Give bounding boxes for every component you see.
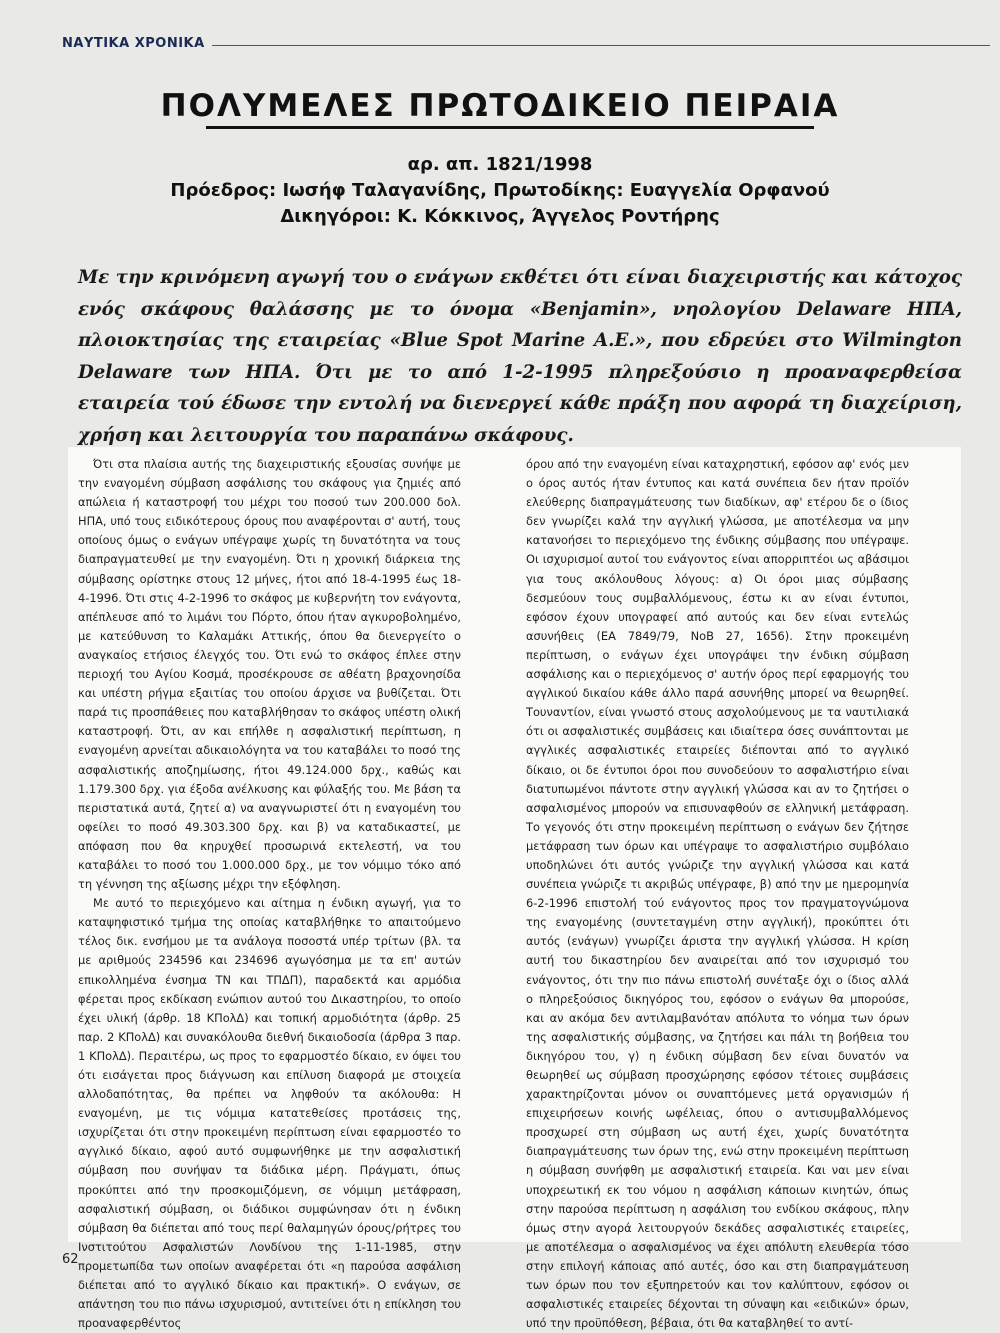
case-number: αρ. απ. 1821/1998 xyxy=(407,154,593,175)
left-paragraph-1: Ότι στα πλαίσια αυτής της διαχειριστικής εξουσίας συνήψε με την εναγομένη σύμβαση ασφάλισης του σκάφους για ζημιές από απώλεια ή καταστροφή του μέχρι του ποσού των 200.000 δολ. ΗΠΑ, υπό τους ειδικότερους όρους που αναφέρονται σ' αυτή, τους οποίους όμως ο ενάγων υπέγραψε χωρίς τη δυνατότητα να τους διαπραγματευθεί με την εναγομένη. Ότι η χρονική διάρκεια της σύμβασης ορίστηκε στους 12 μήνες, ήτοι από 18-4-1995 έως 18-4-1996. Ότι στις 4-2-1996 το σκάφος με κυβερνήτη τον ενάγοντα, απέπλευσε από το λιμάνι του Πόρτο, όπου ήταν αγκυροβολημένο, με κατεύθυνση το Καλαμάκι Αττικής, όπου θα διενεργείτο ο αναγκαίος ετήσιος έλεγχός του. Ότι ενώ το σκάφος έπλεε στην περιοχή του Αγίου Κοσμά, προσέκρουσε σε αθέατη βραχονησίδα και υπέστη ρήγμα εξαιτίας του οποίου άρχισε να βυθίζεται. Ότι παρά τις προσπάθειες που καταβλήθησαν το σκάφος υπέστη ολική καταστροφή. Ότι, αν και επήλθε η ασφαλιστική περίπτωση, η εναγομένη αρνείται αδικαιολόγητα να του καταβάλει το ποσό της ασφαλιστικής αποζημίωσης, ήτοι 49.124.000 δρχ., καθώς και 1.179.300 δρχ. για έξοδα ανέλκυσης και φύλαξής του. Με βάση τα περιστατικά αυτά, ζητεί α) να αναγνωριστεί ότι η εναγομένη του οφείλει το ποσό 49.303.300 δρχ. και β) να καταδικαστεί, με απόφαση που θα κηρυχθεί προσωρινά εκτελεστή, να του καταβάλει το ποσό του 1.000.000 δρχ., με τον νόμιμο τόκο από τη γέννηση της αξίωσης μέχρι την εξόφληση. xyxy=(78,457,461,892)
header-rule xyxy=(212,45,990,46)
page-number: 62 xyxy=(62,1252,79,1267)
lawyers-line: Δικηγόροι: Κ. Κόκκινος, Άγγελος Ροντήρης xyxy=(280,206,720,227)
left-paragraph-2: Με αυτό το περιεχόμενο και αίτημα η ένδικη αγωγή, για το καταψηφιστικό τμήμα της οποίας καταβλήθηκε το απαιτούμενο τέλος δικ. ενσήμου με τα ανάλογα ποσοστά υπέρ τρίτων (βλ. τα με αριθμούς 234596 και 234696 αγωγόσημα με τα επ' αυτών επικολλημένα ένσημα ΤΝ και ΤΠΔΠ), παραδεκτά και αρμόδια φέρεται προς εκδίκαση ενώπιον αυτού του Δικαστηρίου, το οποίο έχει υλική (άρθρ. 18 ΚΠολΔ) και τοπική αρμοδιότητα (άρθρ. 25 παρ. 2 ΚΠολΔ) και συνακόλουθα διεθνή δικαιοδοσία (άρθρα 3 παρ. 1 ΚΠολΔ). Περαιτέρω, ως προς το εφαρμοστέο δίκαιο, εν όψει του ότι εισάγεται προς διάγνωση και επίλυση διαφορά με στοιχεία αλλοδαπότητας, θα πρέπει να ληφθούν τα ακόλουθα: Η εναγομένη, με τις νόμιμα κατατεθείσες προτάσεις της, ισχυρίζεται ότι στην προκειμένη περίπτωση είναι εφαρμοστέο το αγγλικό δίκαιο, αφού αυτό συμφωνήθηκε με την ασφαλιστική σύμβαση που συνήψαν τα διάδικα μέρη. Πράγματι, όπως προκύπτει από την προσκομιζόμενη, σε νόμιμη μετάφραση, ασφαλιστική σύμβαση, οι διάδικοι συμφώνησαν ότι η ένδικη σύμβαση θα διέπεται από τους περί θαλαμηγών όρους/ρήτρες του Ινστιτούτου Ασφαλιστών Λονδίνου της 1-11-1985, στην προμετωπίδα των οποίων αναφέρεται ότι «η παρούσα ασφάλιση διέπεται από το αγγλικό δίκαιο και πρακτική». Ο ενάγων, σε απάντηση του πιο πάνω ισχυρισμού, αντιτείνει ότι η επίκληση του προαναφερθέντος xyxy=(78,896,461,1331)
running-header: ΝΑΥΤΙΚΑ ΧΡΟΝΙΚΑ xyxy=(62,36,205,51)
left-column xyxy=(78,455,461,1333)
right-column xyxy=(526,455,909,1333)
judges-line: Πρόεδρος: Ιωσήφ Ταλαγανίδης, Πρωτοδίκης: Ευαγγελία Ορφανού xyxy=(170,180,830,201)
lead-paragraph: Με την κρινόμενη αγωγή του ο ενάγων εκθέτει ότι είναι διαχειριστής και κάτοχος ενός σκάφους θαλάσσης με το όνομα «Benjamin», νηολογίου Delaware ΗΠΑ, πλοιοκτησίας της εταιρείας «Blue Spot Marine A.E.», που εδρεύει στο Wilmington Delaware των ΗΠΑ. Ότι με το από 1-2-1995 πληρεξούσιο η προαναφερθείσα εταιρεία τού έδωσε την εντολή να διενεργεί κάθε πράξη που αφορά τη διαχείριση, χρήση και λειτουργία του παραπάνω σκάφους. xyxy=(78,267,962,446)
title-underline xyxy=(206,126,814,129)
article-title: ΠΟΛΥΜΕΛΕΣ ΠΡΩΤΟΔΙΚΕΙΟ ΠΕΙΡΑΙΑ xyxy=(160,88,840,124)
right-paragraph-1: όρου από την εναγομένη είναι καταχρηστική, εφόσον αφ' ενός μεν ο όρος αυτός ήταν έντυπος και κατά συνέπεια δεν ήταν προϊόν ελεύθερης διαπραγμάτευσης των διαδίκων, αφ' ετέρου δε ο ίδιος δεν γνωρίζει καλά την αγγλική γλώσσα, με αποτέλεσμα να μην κατανοήσει το περιεχόμενο της ένδικης σύμβασης που υπέγραψε. Οι ισχυρισμοί αυτοί του ενάγοντος είναι απορριπτέοι ως αβάσιμοι για τους ακόλουθους λόγους: α) Οι όροι μιας σύμβασης δεσμεύουν τους συμβαλλόμενους, έστω κι αν είναι έντυποι, εφόσον έχουν υπογραφεί από αυτούς και δεν είναι εντελώς ασυνήθεις (ΕΑ 7849/79, ΝοΒ 27, 1656). Στην προκειμένη περίπτωση, ο ενάγων έχει υπογράψει την ένδικη σύμβαση ασφάλισης και ο περιεχόμενος σ' αυτήν όρος περί εφαρμογής του αγγλικού δικαίου κάθε άλλο παρά ασυνήθης μπορεί να θεωρηθεί. Τουναντίον, είναι γνωστό στους ασχολούμενους με τα ναυτιλιακά ότι οι ασφαλιστικές συμβάσεις και ιδιαίτερα όσες συνάπτονται με αγγλικές ασφαλιστικές εταιρείες διέπονται από το αγγλικό δίκαιο, οι δε έντυποι όροι που συνοδεύουν το ασφαλιστήριο είναι διατυπωμένοι πάντοτε στην αγγλική γλώσσα και αν το ζητήσει ο ασφαλισμένος μπορούν να επισυναφθούν σε ελληνική μετάφραση. Το γεγονός ότι στην προκειμένη περίπτωση ο ενάγων δεν ζήτησε μετάφραση των όρων και υπέγραψε το ασφαλιστήριο συμβόλαιο υποδηλώνει ότι αυτός γνώριζε την αγγλική γλώσσα και κατά συνέπεια γνώριζε τι ακριβώς υπέγραφε, β) από την με ημερομηνία 6-2-1996 επιστολή τού ενάγοντος προς τον πραγματογνώμονα της εναγομένης (συντεταγμένη στην αγγλική), προκύπτει ότι αυτός (ενάγων) γνωρίζει άριστα την αγγλική γλώσσα. Η κρίση αυτή του δικαστηρίου δεν αναιρείται από τον ισχυρισμό του ενάγοντος, ότι την πιο πάνω επιστολή συνέταξε όχι ο ίδιος αλλά ο πληρεξούσιος δικηγόρος του, εφόσον ο ενάγων θα μπορούσε, και αν ακόμα δεν αντιλαμβανόταν απόλυτα το νόημα των όρων της ασφαλιστικής σύμβασης, να ζητήσει και πάλι τη βοήθεια του δικηγόρου του, γ) η ένδικη σύμβαση δεν είναι δυνατόν να θεωρηθεί ως σύμβαση προσχώρησης εφόσον τέτοιες συμβάσεις χαρακτηρίζονται μόνον οι συναπτόμενες μετά οργανισμών ή επιχειρήσεων κοινής ωφέλειας, όπου ο αντισυμβαλλόμενος προσχωρεί στη σύμβαση ως αυτή έχει, χωρίς δυνατότητα διαπραγμάτευσης των όρων της, ενώ στην προκειμένη περίπτωση η σύμβαση συνήφθη με ασφαλιστική εταιρεία. Και ναι μεν είναι υποχρεωτική εκ του νόμου η ασφάλιση κάποιων κινητών, όπως στην παρούσα περίπτωση η ασφάλιση του ενδίκου σκάφους, πλην όμως στην αγορά λειτουργούν δεκάδες ασφαλιστικές εταιρείες, με αποτέλεσμα ο ασφαλισμένος να έχει απόλυτη ελευθερία τόσο στην επιλογή κάποιας από αυτές, όσο και στη διαπραγμάτευση των όρων που τον εξυπηρετούν και τον καλύπτουν, εφόσον οι ασφαλιστικές εταιρείες δέχονται τη σύναψη και «ειδικών» όρων, υπό την προϋπόθεση, βέβαια, ότι θα καταβληθεί το αντί- xyxy=(526,457,909,1331)
